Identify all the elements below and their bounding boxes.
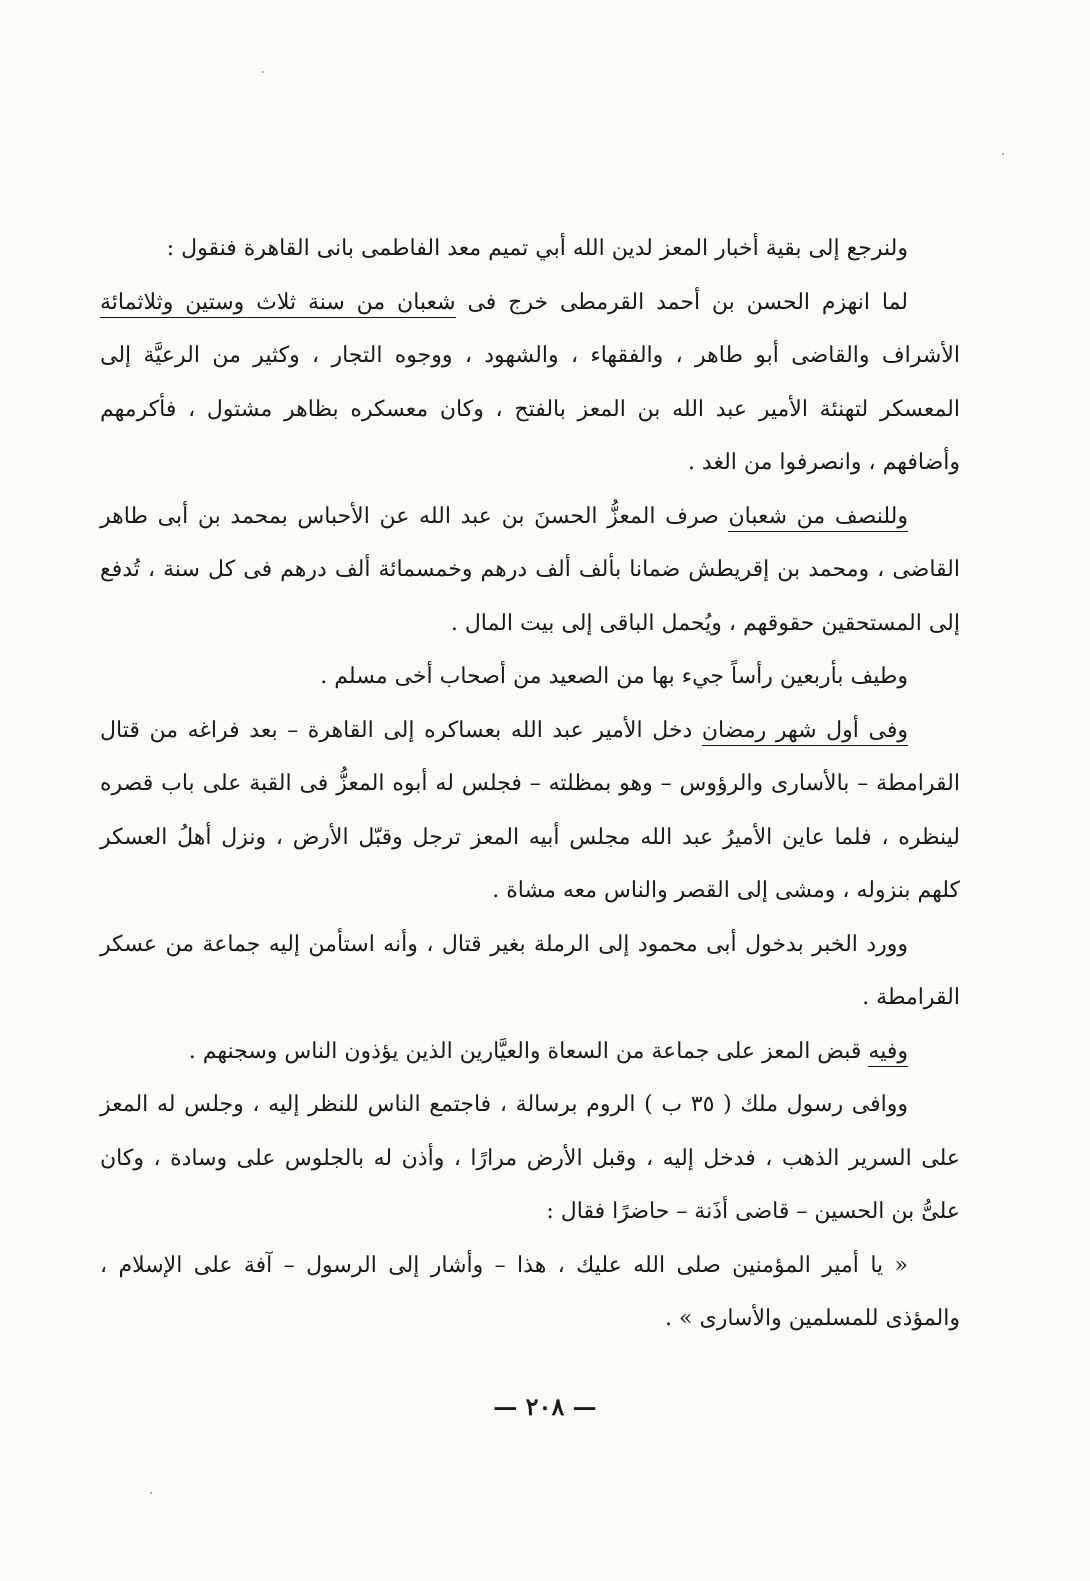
paragraph-6-text: وورد الخبر بدخول أبى محمود إلى الرملة بغير قتال ، وأنه استأمن إليه جماعة من عسكر القرامطة .: [100, 931, 960, 1010]
paragraph-1: [100, 222, 960, 276]
paragraph-5-text: دخل الأمير عبد الله بعساكره إلى القاهرة – بعد فراغه من قتال القرامطة – بالأسارى والرؤوس – وهو بمظلته – فجلس له أبوه المعزُّ فى القبة على باب قصره لينظره ، فلما عاين الأميرُ عبد الله مجلس أبيه المعز ترجل وقبّل الأرض ، ونزل أهلُ العسكر كلهم بنزوله ، ومشى إلى القصر والناس معه مشاة .: [100, 717, 960, 903]
paragraph-9: [100, 1239, 960, 1346]
paragraph-2-text-b: الأشراف والقاضى أبو طاهر ، والفقهاء ، والشهود ، ووجوه التجار ، وكثير من الرعيَّة إلى المعسكر لتهنئة الأمير عبد الله بن المعز بالفتح ، وكان معسكره بظاهر مشتول ، فأكرمهم وأضافهم ، وانصرفوا من الغد .: [100, 343, 960, 475]
paragraph-1-text: ولنرجع إلى بقية أخبار المعز لدين الله أبي تميم معد الفاطمى بانى القاهرة فنقول :: [166, 236, 908, 261]
paragraph-4: [100, 650, 960, 704]
paragraph-6: [100, 918, 960, 1025]
underlined-date-phrase: وفيه: [868, 1039, 908, 1067]
paragraph-7: [100, 1025, 960, 1079]
page-number: — ٢٠٨ —: [493, 1392, 597, 1421]
underlined-date-phrase: وللنصف من شعبان: [728, 504, 908, 532]
paragraph-9-text: « يا أمير المؤمنين صلى الله عليك ، هذا – وأشار إلى الرسول – آفة على الإسلام ، والمؤذى للمسلمين والأسارى » .: [100, 1252, 960, 1331]
page-body: [100, 222, 960, 1346]
paragraph-4-text: وطيف بأربعين رأساً جيء بها من الصعيد من أصحاب أخى مسلم .: [320, 664, 908, 689]
paragraph-8-text: ووافى رسول ملك ( ٣٥ ب ) الروم برسالة ، فاجتمع الناس للنظر إليه ، وجلس له المعز على السرير الذهب ، فدخل إليه ، وقبل الأرض مرارًا ، وأذن له بالجلوس على وسادة ، وكان علىُّ بن الحسين – قاضى أذَنة – حاضرًا فقال :: [100, 1092, 960, 1224]
paragraph-2: [100, 276, 960, 490]
paragraph-5: [100, 704, 960, 918]
scan-speck: [262, 71, 264, 73]
scan-speck: [1002, 153, 1004, 155]
scan-speck: [150, 1492, 152, 1494]
underlined-date-phrase: شعبان من سنة ثلاث وستين وثلاثمائة: [100, 290, 456, 318]
paragraph-3: [100, 490, 960, 651]
paragraph-8: [100, 1078, 960, 1239]
underlined-date-phrase: وفى أول شهر رمضان: [702, 718, 908, 746]
paragraph-3-text: صرف المعزُّ الحسنَ بن عبد الله عن الأحباس بمحمد بن أبى طاهر القاضى ، ومحمد بن إقريطش ضمانا بألف ألف درهم وخمسمائة ألف درهم فى كل سنة ، تُدفع إلى المستحقين حقوقهم ، ويُحمل الباقى إلى بيت المال .: [100, 503, 960, 636]
paragraph-7-text: قبض المعز على جماعة من السعاة والعيَّارين الذين يؤذون الناس وسجنهم .: [188, 1038, 869, 1064]
paragraph-2-text-a: لما انهزم الحسن بن أحمد القرمطى خرج فى: [455, 289, 908, 315]
